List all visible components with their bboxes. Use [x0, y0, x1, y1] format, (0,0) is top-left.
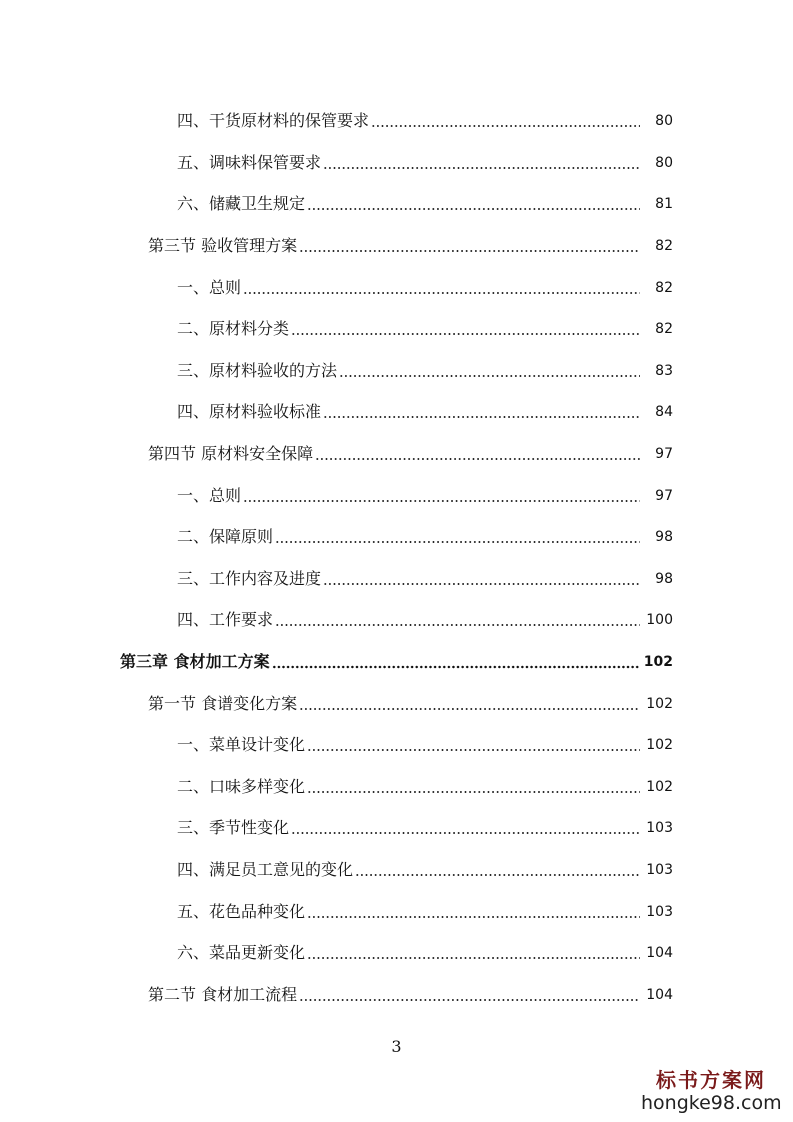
dot-leader — [299, 691, 640, 711]
toc-entry-label: 二、原材料分类 — [177, 319, 290, 338]
dot-leader — [323, 150, 640, 170]
toc-entry-page: 82 — [655, 321, 673, 337]
dot-leader — [272, 649, 640, 669]
toc-entry-label: 六、储藏卫生规定 — [177, 194, 306, 213]
dot-leader — [291, 815, 640, 835]
toc-entry-label: 五、调味料保管要求 — [177, 153, 322, 172]
toc-entry-page: 102 — [646, 696, 673, 712]
dot-leader — [371, 108, 640, 128]
dot-leader — [307, 940, 640, 960]
dot-leader — [307, 191, 640, 211]
watermark-logo — [641, 1068, 781, 1114]
toc-entry-page: 102 — [646, 779, 673, 795]
toc-entry-page: 83 — [655, 363, 673, 379]
toc-entry-page: 80 — [655, 113, 673, 129]
toc-entry-label: 第一节 食谱变化方案 — [148, 694, 298, 713]
toc-entry-page: 80 — [655, 155, 673, 171]
page-number: 3 — [391, 1037, 402, 1056]
toc-entry-page: 104 — [646, 987, 673, 1003]
dot-leader — [323, 566, 640, 586]
toc-entry[interactable] — [0, 771, 793, 797]
toc-entry-page: 102 — [646, 737, 673, 753]
toc-entry-page: 97 — [655, 446, 673, 462]
dot-leader — [275, 607, 640, 627]
toc-entry-page: 82 — [655, 238, 673, 254]
toc-entry-page: 100 — [646, 612, 673, 628]
toc-entry-page: 81 — [655, 196, 673, 212]
toc-entry-label: 四、原材料验收标准 — [177, 402, 322, 421]
toc-entry[interactable] — [0, 147, 793, 173]
toc-entry-page: 103 — [646, 862, 673, 878]
toc-entry[interactable] — [0, 438, 793, 464]
toc-entry[interactable] — [0, 604, 793, 630]
toc-chapter-entry[interactable] — [0, 646, 793, 672]
toc-entry[interactable] — [0, 563, 793, 589]
toc-entry[interactable] — [0, 521, 793, 547]
toc-entry-label: 第二节 食材加工流程 — [148, 985, 298, 1004]
toc-entry[interactable] — [0, 480, 793, 506]
toc-entry-label: 二、保障原则 — [177, 527, 274, 546]
dot-leader — [355, 857, 640, 877]
toc-entry-label: 第三节 验收管理方案 — [148, 236, 298, 255]
toc-entry-label: 六、菜品更新变化 — [177, 943, 306, 962]
dot-leader — [299, 233, 640, 253]
toc-entry-label: 三、原材料验收的方法 — [177, 361, 338, 380]
toc-entry[interactable] — [0, 230, 793, 256]
dot-leader — [307, 899, 640, 919]
dot-leader — [307, 774, 640, 794]
toc-entry[interactable] — [0, 979, 793, 1005]
toc-entry-page: 82 — [655, 280, 673, 296]
toc-entry[interactable] — [0, 896, 793, 922]
toc-entry-label: 三、季节性变化 — [177, 818, 290, 837]
toc-entry-page: 102 — [643, 654, 673, 670]
watermark-domain-text: hongke98.com — [641, 1092, 782, 1114]
toc-entry[interactable] — [0, 188, 793, 214]
dot-leader — [307, 732, 640, 752]
toc-entry-label: 一、总则 — [177, 278, 242, 297]
toc-entry[interactable] — [0, 396, 793, 422]
dot-leader — [339, 358, 640, 378]
toc-entry-page: 103 — [646, 820, 673, 836]
toc-entry[interactable] — [0, 313, 793, 339]
toc-entry-label: 第三章 食材加工方案 — [120, 652, 270, 671]
toc-entry-page: 103 — [646, 904, 673, 920]
toc-entry[interactable] — [0, 854, 793, 880]
watermark-chinese-text: 标书方案网 — [656, 1068, 766, 1092]
toc-entry-label: 四、干货原材料的保管要求 — [177, 111, 370, 130]
dot-leader — [323, 399, 640, 419]
toc-entry[interactable] — [0, 729, 793, 755]
toc-entry[interactable] — [0, 688, 793, 714]
dot-leader — [291, 316, 640, 336]
toc-entry-label: 一、总则 — [177, 486, 242, 505]
toc-entry-label: 第四节 原材料安全保障 — [148, 444, 314, 463]
toc-entry-label: 四、满足员工意见的变化 — [177, 860, 354, 879]
toc-entry-page: 84 — [655, 404, 673, 420]
toc-entry[interactable] — [0, 937, 793, 963]
toc-entry-label: 三、工作内容及进度 — [177, 569, 322, 588]
toc-entry[interactable] — [0, 105, 793, 131]
toc-entry-page: 98 — [655, 529, 673, 545]
toc-entry[interactable] — [0, 272, 793, 298]
dot-leader — [315, 441, 640, 461]
toc-entry-label: 一、菜单设计变化 — [177, 735, 306, 754]
dot-leader — [243, 275, 640, 295]
dot-leader — [275, 524, 640, 544]
dot-leader — [299, 982, 640, 1002]
toc-entry-page: 104 — [646, 945, 673, 961]
toc-entry[interactable] — [0, 812, 793, 838]
toc-entry-page: 98 — [655, 571, 673, 587]
toc-entry[interactable] — [0, 355, 793, 381]
toc-entry-page: 97 — [655, 488, 673, 504]
dot-leader — [243, 483, 640, 503]
toc-entry-label: 四、工作要求 — [177, 610, 274, 629]
toc-entry-label: 五、花色品种变化 — [177, 902, 306, 921]
toc-entry-label: 二、口味多样变化 — [177, 777, 306, 796]
